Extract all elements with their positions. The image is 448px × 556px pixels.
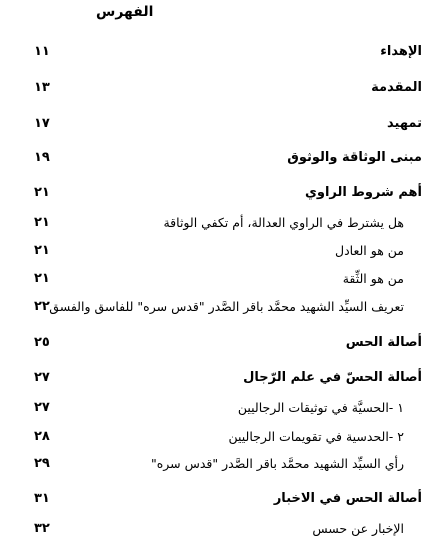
toc-entry-label: الإخبار عن حسس: [312, 521, 404, 536]
toc-entry: [0, 334, 448, 352]
toc-entry-page: ٢٩: [34, 456, 50, 471]
toc-entry-label: المقدمة: [371, 80, 422, 95]
page-title: الفهرس: [96, 4, 154, 20]
toc-entry: [0, 369, 448, 387]
toc-entry: [0, 43, 448, 61]
toc-entry-page: ٣١: [34, 491, 50, 506]
toc-entry: [0, 184, 448, 202]
toc-entry: [0, 298, 448, 316]
toc-entry: [0, 428, 448, 446]
toc-entry-page: ٢١: [34, 185, 50, 200]
toc-entry-page: ١٣: [34, 80, 50, 95]
toc-entry: [0, 115, 448, 133]
toc-entry-label: أصالة الحس في الاخبار: [273, 491, 422, 506]
toc-entry-label: تعريف السيِّد الشهيد محمَّد باقر الصَّدر "قدس سره" للفاسق والفسق: [49, 299, 404, 314]
toc-entry: [0, 270, 448, 288]
toc-entry-label: من هو العادل: [335, 243, 404, 258]
toc-entry-page: ٢١: [34, 271, 50, 286]
toc-entry-page: ٢٧: [34, 370, 50, 385]
toc-entry-label: ١ -الحسيَّة في توثيقات الرجاليين: [237, 400, 404, 415]
toc-entry: [0, 214, 448, 232]
toc-entry-label: أصالة الحسّ في علم الرّجال: [243, 370, 422, 385]
toc-entry-page: ٢١: [34, 243, 50, 258]
toc-entry: [0, 242, 448, 260]
toc-entry-page: ٢٧: [34, 400, 50, 415]
toc-entry-page: ١٧: [34, 116, 50, 131]
toc-entry: [0, 490, 448, 508]
toc-entry: [0, 399, 448, 417]
toc-entry-label: هل يشترط في الراوي العدالة، أم تكفي الوثاقة: [163, 215, 404, 230]
toc-entry-page: ٢١: [34, 215, 50, 230]
toc-entry-label: الإهداء: [380, 44, 422, 59]
toc-entry-page: ٢٨: [34, 429, 50, 444]
toc-entry: [0, 79, 448, 97]
toc-entry-label: مبنى الوثاقة والوثوق: [287, 150, 422, 165]
toc-entry-page: ١٩: [34, 150, 50, 165]
toc-entry-label: من هو الثِّقة: [342, 271, 404, 286]
toc-entry: [0, 520, 448, 538]
toc-entry: [0, 455, 448, 473]
toc-entry-page: ٣٢: [34, 521, 50, 536]
toc-entry-label: رأي السيِّد الشهيد محمَّد باقر الصَّدر "قدس سره": [150, 456, 404, 471]
toc-entry: [0, 149, 448, 167]
toc-entry-page: ٢٢: [34, 299, 50, 314]
toc-entry-label: ٢ -الحدسية في تقويمات الرجاليين: [228, 429, 404, 444]
toc-entry-label: أصالة الحس: [345, 335, 422, 350]
toc-entry-page: ٢٥: [34, 335, 50, 350]
toc-entry-label: تمهيد: [387, 116, 422, 131]
toc-entry-page: ١١: [34, 44, 50, 59]
toc-entry-label: أهم شروط الراوي: [304, 185, 422, 200]
